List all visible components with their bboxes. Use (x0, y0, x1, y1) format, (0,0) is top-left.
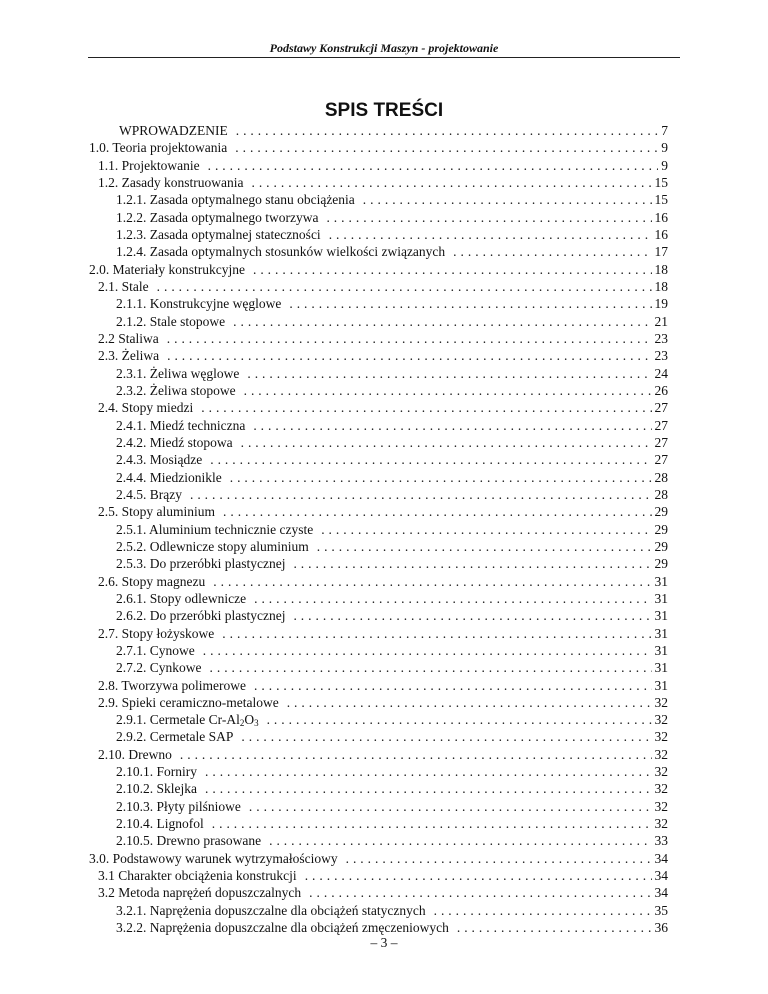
toc-entry-page: 28 (654, 469, 668, 485)
toc-entry-title: 2.1.2. Stale stopowe (116, 313, 226, 329)
toc-entry (89, 139, 668, 156)
toc-entry-title: 2.10.4. Lignofol (116, 816, 204, 832)
toc-entry-page: 27 (654, 400, 668, 416)
toc-entry-page: 29 (654, 504, 668, 520)
page-number: – 3 – (370, 935, 398, 950)
dot-leader (293, 555, 651, 572)
toc-entry-title: 2.9. Spieki ceramiczno-metalowe (98, 694, 279, 710)
toc-entry-title: 1.0. Teoria projektowania (89, 140, 228, 156)
toc-entry-page: 31 (654, 625, 668, 641)
toc-entry-page: 31 (654, 642, 668, 658)
dot-leader (212, 815, 652, 832)
dot-leader (251, 174, 651, 191)
toc-entry (89, 382, 668, 399)
toc-entry-page: 15 (654, 174, 668, 190)
dot-leader (241, 728, 651, 745)
toc-entry (89, 538, 668, 555)
dot-leader (180, 746, 652, 763)
dot-leader (254, 590, 651, 607)
dot-leader (167, 347, 651, 364)
toc-entry-title: 2.6.2. Do przeróbki plastycznej (116, 608, 286, 624)
toc-entry (89, 746, 668, 763)
toc-entry (89, 642, 668, 659)
toc-entry (89, 191, 668, 208)
toc-entry (89, 711, 668, 728)
toc-entry-title: 2.4.1. Miedź techniczna (116, 417, 246, 433)
toc-entry-title: 3.2.1. Naprężenia dopuszczalne dla obciążeń statycznych (116, 902, 426, 918)
toc-entry (89, 607, 668, 624)
toc-entry-title: 2.10.2. Sklejka (116, 781, 197, 797)
toc-entry-page: 9 (661, 157, 668, 173)
dot-leader (210, 451, 651, 468)
toc-entry (89, 122, 668, 139)
toc-entry (89, 867, 668, 884)
dot-leader (267, 711, 652, 728)
toc-entry (89, 451, 668, 468)
dot-leader (247, 365, 651, 382)
dot-leader (205, 780, 652, 797)
dot-leader (249, 798, 652, 815)
toc-entry (89, 590, 668, 607)
dot-leader (210, 659, 652, 676)
toc-entry-title: 2.1. Stale (98, 278, 149, 294)
toc-entry-page: 26 (654, 382, 668, 398)
toc-entry-title: 2.10.3. Płyty pilśniowe (116, 798, 241, 814)
table-of-contents (89, 122, 668, 936)
toc-entry (89, 763, 668, 780)
toc-entry-title: 2.4.2. Miedź stopowa (116, 434, 233, 450)
dot-leader (190, 486, 652, 503)
toc-entry (89, 659, 668, 676)
toc-entry-page: 29 (654, 521, 668, 537)
toc-entry-title: 2.5.3. Do przeróbki plastycznej (116, 556, 286, 572)
toc-entry (89, 174, 668, 191)
toc-entry (89, 902, 668, 919)
toc-entry-page: 17 (654, 244, 668, 260)
toc-entry-title: 3.2 Metoda naprężeń dopuszczalnych (98, 885, 302, 901)
header-rule (88, 57, 680, 58)
toc-entry-title: 2.9.2. Cermetale SAP (116, 729, 234, 745)
toc-entry-page: 31 (654, 590, 668, 606)
toc-entry-title: 3.1 Charakter obciążenia konstrukcji (98, 868, 297, 884)
toc-entry-title: 2.3.1. Żeliwa węglowe (116, 365, 240, 381)
toc-entry-title: 2.10. Drewno (98, 746, 172, 762)
dot-leader (309, 884, 651, 901)
toc-entry-page: 9 (661, 140, 668, 156)
toc-entry (89, 694, 668, 711)
toc-entry-title: 2.1.1. Konstrukcyjne węglowe (116, 296, 282, 312)
dot-leader (289, 295, 651, 312)
toc-entry (89, 278, 668, 295)
dot-leader (305, 867, 652, 884)
dot-leader (241, 434, 652, 451)
toc-entry-title: 1.2.4. Zasada optymalnych stosunków wielkości związanych (116, 244, 446, 260)
toc-entry-page: 27 (654, 452, 668, 468)
toc-entry (89, 261, 668, 278)
toc-entry-title: 2.0. Materiały konstrukcyjne (89, 261, 245, 277)
toc-entry-page: 27 (654, 434, 668, 450)
toc-entry-page: 19 (654, 296, 668, 312)
dot-leader (457, 919, 652, 936)
toc-entry-page: 32 (654, 781, 668, 797)
toc-entry (89, 798, 668, 815)
dot-leader (253, 417, 651, 434)
toc-entry-title: 2.7.2. Cynkowe (116, 660, 202, 676)
toc-entry-page: 32 (654, 729, 668, 745)
dot-leader (201, 399, 651, 416)
dot-leader (293, 607, 651, 624)
toc-entry-page: 32 (654, 764, 668, 780)
toc-entry-page: 34 (654, 868, 668, 884)
toc-entry-page: 34 (654, 850, 668, 866)
toc-entry-page: 18 (654, 278, 668, 294)
dot-leader (346, 850, 652, 867)
toc-entry-title: 3.2.2. Naprężenia dopuszczalne dla obciążeń zmęczeniowych (116, 920, 449, 936)
toc-entry (89, 503, 668, 520)
toc-entry-page: 31 (654, 660, 668, 676)
toc-entry (89, 365, 668, 382)
toc-entry-page: 21 (654, 313, 668, 329)
dot-leader (213, 573, 651, 590)
toc-entry-title: 2.4. Stopy miedzi (98, 400, 194, 416)
toc-entry-page: 32 (654, 694, 668, 710)
toc-entry-page: 34 (654, 885, 668, 901)
toc-entry (89, 157, 668, 174)
toc-entry (89, 209, 668, 226)
dot-leader (203, 642, 652, 659)
toc-entry-title: WPROWADZENIE (119, 123, 228, 138)
dot-leader (329, 226, 652, 243)
toc-entry-title: 3.0. Podstawowy warunek wytrzymałościowy (89, 850, 338, 866)
toc-entry-title: 2.7.1. Cynowe (116, 642, 195, 658)
toc-entry-title: 2.6.1. Stopy odlewnicze (116, 590, 247, 606)
toc-entry (89, 330, 668, 347)
toc-entry (89, 295, 668, 312)
toc-entry-title: 2.5. Stopy aluminium (98, 504, 216, 520)
toc-entry (89, 243, 668, 260)
dot-leader (167, 330, 652, 347)
dot-leader (236, 122, 659, 139)
toc-entry-page: 31 (654, 608, 668, 624)
dot-leader (235, 139, 658, 156)
toc-entry-page: 35 (654, 902, 668, 918)
toc-entry-title: 1.2.2. Zasada optymalnego tworzywa (116, 209, 319, 225)
page-title: SPIS TREŚCI (324, 99, 444, 121)
toc-entry-page: 36 (654, 920, 668, 936)
toc-entry-page: 32 (654, 798, 668, 814)
dot-leader (233, 313, 651, 330)
toc-entry (89, 226, 668, 243)
toc-entry-page: 23 (654, 348, 668, 364)
dot-leader (208, 157, 659, 174)
dot-leader (321, 521, 651, 538)
toc-entry-title: 2.3. Żeliwa (98, 348, 160, 364)
toc-entry-page: 18 (654, 261, 668, 277)
toc-entry-title: 2.2 Staliwa (98, 330, 159, 346)
toc-entry-page: 32 (654, 816, 668, 832)
toc-entry (89, 625, 668, 642)
toc-entry (89, 850, 668, 867)
dot-leader (230, 469, 652, 486)
running-header: Podstawy Konstrukcji Maszyn - projektowanie (269, 41, 499, 55)
toc-entry-title: 1.2. Zasady konstruowania (98, 174, 244, 190)
toc-entry (89, 815, 668, 832)
toc-entry-title: 2.4.5. Brązy (116, 486, 182, 502)
dot-leader (205, 763, 652, 780)
toc-entry-title: 1.2.3. Zasada optymalnej stateczności (116, 226, 321, 242)
toc-entry-page: 32 (654, 746, 668, 762)
toc-entry-title: 2.5.1. Aluminium technicznie czyste (116, 521, 314, 537)
toc-entry (89, 469, 668, 486)
toc-entry (89, 347, 668, 364)
toc-entry-title: 2.10.1. Forniry (116, 764, 197, 780)
toc-entry-page: 16 (654, 209, 668, 225)
dot-leader (223, 503, 651, 520)
toc-entry-title: 2.3.2. Żeliwa stopowe (116, 382, 236, 398)
toc-entry-title: 2.7. Stopy łożyskowe (98, 625, 215, 641)
toc-entry-page: 29 (654, 538, 668, 554)
dot-leader (326, 209, 651, 226)
toc-entry-page: 31 (654, 677, 668, 693)
toc-entry (89, 780, 668, 797)
toc-entry-title: 1.1. Projektowanie (98, 157, 200, 173)
toc-entry-page: 28 (654, 486, 668, 502)
toc-entry (89, 555, 668, 572)
dot-leader (287, 694, 652, 711)
dot-leader (253, 261, 652, 278)
toc-entry-title: 2.4.3. Mosiądze (116, 452, 203, 468)
toc-entry-page: 27 (654, 417, 668, 433)
toc-entry (89, 832, 668, 849)
dot-leader (269, 832, 651, 849)
toc-entry-page: 15 (654, 192, 668, 208)
dot-leader (222, 625, 651, 642)
dot-leader (363, 191, 652, 208)
toc-entry (89, 884, 668, 901)
toc-entry-page: 16 (654, 226, 668, 242)
toc-entry-page: 29 (654, 556, 668, 572)
dot-leader (244, 382, 652, 399)
toc-entry (89, 919, 668, 936)
dot-leader (434, 902, 652, 919)
toc-entry-page: 23 (654, 330, 668, 346)
toc-entry (89, 521, 668, 538)
toc-entry (89, 677, 668, 694)
toc-entry (89, 399, 668, 416)
toc-entry-title: 2.9.1. Cermetale $Cr-Al_2O_3$ (116, 712, 259, 729)
toc-entry (89, 313, 668, 330)
toc-entry-title: 1.2.1. Zasada optymalnego stanu obciążenia (116, 192, 355, 208)
toc-entry (89, 434, 668, 451)
dot-leader (254, 677, 651, 694)
toc-entry-page: 33 (654, 833, 668, 849)
toc-entry-page: 24 (654, 365, 668, 381)
toc-entry-title: 2.10.5. Drewno prasowane (116, 833, 262, 849)
toc-entry-title: 2.5.2. Odlewnicze stopy aluminium (116, 538, 309, 554)
toc-entry-page: 31 (654, 573, 668, 589)
toc-entry-title: 2.4.4. Miedzionikle (116, 469, 222, 485)
toc-entry (89, 486, 668, 503)
toc-entry-page: 32 (654, 712, 668, 728)
toc-entry (89, 573, 668, 590)
dot-leader (157, 278, 652, 295)
toc-entry-page: 7 (661, 123, 668, 138)
toc-entry-title: 2.6. Stopy magnezu (98, 573, 206, 589)
dot-leader (317, 538, 652, 555)
toc-entry-title: 2.8. Tworzywa polimerowe (98, 677, 247, 693)
toc-entry (89, 417, 668, 434)
dot-leader (453, 243, 651, 260)
toc-entry (89, 728, 668, 745)
